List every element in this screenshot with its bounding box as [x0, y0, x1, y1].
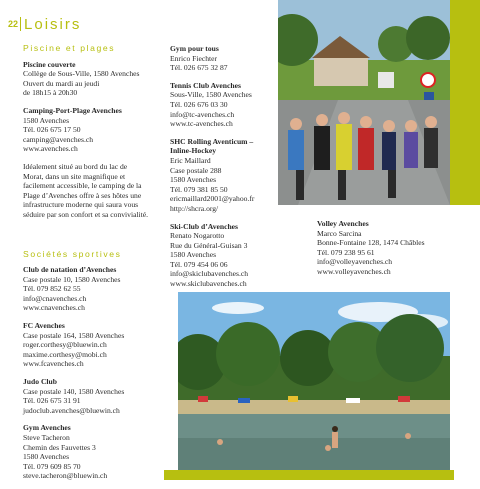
entry-line: judoclub.avenches@bluewin.ch	[23, 405, 120, 415]
camping-description	[23, 162, 173, 220]
page-number: 22	[8, 19, 19, 29]
entry-line: info@tc-avenches.ch	[170, 109, 235, 119]
entry-line: camping@avenches.ch	[23, 134, 94, 144]
entry-line: Tél. 026 675 31 91	[23, 396, 81, 406]
paragraph-line: Plage d’Avenches offre à ses hôtes une	[23, 190, 142, 200]
entry-line: Collège de Sous-Ville, 1580 Avenches	[23, 69, 140, 79]
entry-line: Tél. 026 675 17 50	[23, 125, 81, 135]
entry-gym-avenches	[23, 423, 173, 481]
entry-line: http://shcra.org/	[170, 203, 219, 213]
entry-fc-avenches	[23, 321, 173, 369]
entry-camping	[23, 106, 173, 154]
entry-name: Club de natation d’Avenches	[23, 265, 117, 275]
entry-line: Case postale 140, 1580 Avenches	[23, 386, 125, 396]
page-title: Loisirs	[24, 15, 82, 33]
entry-line: www.volleyavenches.ch	[317, 266, 391, 276]
entry-line: Renato Nogarotto	[170, 231, 225, 241]
entry-line: Tél. 079 609 85 70	[23, 461, 81, 471]
paragraph-line: séduire par son confort et sa convivialité.	[23, 209, 149, 219]
entry-line: 1580 Avenches	[170, 250, 217, 260]
section-title-piscine: Piscine et plages	[23, 43, 116, 53]
entry-name: Judo Club	[23, 377, 57, 387]
accent-bar-bottom-left	[164, 470, 454, 480]
paragraph-line: Morat, dans un site magnifique et	[23, 171, 126, 181]
entry-line: Eric Maillard	[170, 155, 211, 165]
entry-tennis-club	[170, 81, 278, 129]
entry-line: Tél. 079 454 06 06	[170, 259, 228, 269]
entry-line: Tél. 079 381 85 50	[170, 184, 228, 194]
entry-name: Gym Avenches	[23, 423, 71, 433]
entry-name: Gym pour tous	[170, 44, 219, 53]
entry-line: Ouvert du mardi au jeudi	[23, 78, 100, 88]
entry-judo-club	[23, 377, 173, 415]
entry-ski-club	[170, 222, 278, 289]
left-column	[23, 44, 173, 489]
entry-line: Bonne-Fontaine 128, 1474 Châbles	[317, 238, 425, 248]
entry-line: Chemin des Fauvettes 3	[23, 442, 96, 452]
entry-line: www.skiclubavenches.ch	[170, 279, 247, 289]
entry-line: 1580 Avenches	[23, 452, 70, 462]
entry-line: www.fcavenches.ch	[23, 359, 84, 369]
paragraph-line: facilement accessible, le camping de la	[23, 181, 142, 191]
right-column	[317, 219, 452, 285]
accent-bar-top-right	[450, 0, 480, 205]
entry-line: info@cnavenches.ch	[23, 293, 87, 303]
entry-gym-pour-tous	[170, 44, 278, 73]
entry-volley-avenches	[317, 219, 452, 277]
entry-line: info@volleyavenches.ch	[317, 257, 393, 267]
page-header	[8, 16, 81, 32]
section-title-societes: Sociétés sportives	[23, 248, 122, 259]
entry-line: Tél. 026 675 32 87	[170, 63, 228, 73]
entry-line: Case postale 10, 1580 Avenches	[23, 274, 121, 284]
entry-name: SHC Rolling Aventicum –	[170, 136, 254, 146]
paragraph-line: Idéalement situé au bord du lac de	[23, 161, 128, 171]
entry-name: Camping-Port-Plage Avenches	[23, 105, 122, 115]
entry-shc-rolling	[170, 137, 278, 214]
middle-column	[170, 44, 278, 297]
entry-name: Ski-Club d’Avenches	[170, 221, 239, 231]
entry-line: Steve Tacheron	[23, 433, 70, 442]
entry-piscine-couverte	[23, 60, 173, 98]
entry-line: www.tc-avenches.ch	[170, 119, 233, 129]
entry-name: Piscine couverte	[23, 59, 76, 69]
entry-line: roger.corthesy@bluewin.ch	[23, 340, 107, 350]
entry-line: Tél. 079 852 62 55	[23, 284, 81, 294]
entry-line: www.avenches.ch	[23, 144, 78, 154]
entry-line: www.cnavenches.ch	[23, 303, 85, 313]
entry-line: 1580 Avenches	[170, 175, 217, 185]
photo-lake-beach	[178, 292, 450, 470]
entry-club-natation	[23, 265, 173, 313]
header-divider	[20, 17, 21, 31]
entry-line: Marco Sarcina	[317, 228, 362, 238]
entry-line: Tél. 026 676 03 30	[170, 99, 228, 109]
entry-line: Tél. 079 238 95 61	[317, 247, 375, 257]
entry-line: Case postale 288	[170, 165, 222, 175]
entry-line: steve.tacheron@bluewin.ch	[23, 471, 108, 481]
photo-inline-skaters	[278, 0, 450, 205]
entry-line: de 18h15 à 20h30	[23, 88, 78, 98]
entry-line: 1580 Avenches	[23, 115, 70, 125]
entry-name: Tennis Club Avenches	[170, 80, 241, 90]
entry-line: Enrico Fiechter	[170, 53, 218, 63]
entry-line: Sous-Ville, 1580 Avenches	[170, 90, 252, 100]
entry-line: info@skiclubavenches.ch	[170, 269, 249, 279]
entry-name-line-2: Inline-Hockey	[170, 146, 216, 156]
paragraph-line: infrastructure moderne qui saura vous	[23, 200, 139, 210]
entry-name: FC Avenches	[23, 321, 65, 331]
entry-line: Case postale 164, 1580 Avenches	[23, 330, 125, 340]
entry-name: Volley Avenches	[317, 219, 369, 228]
entry-line: maxime.corthesy@mobi.ch	[23, 349, 107, 359]
entry-line: ericmaillard2001@yahoo.fr	[170, 194, 255, 204]
entry-line: Rue du Général-Guisan 3	[170, 240, 248, 250]
